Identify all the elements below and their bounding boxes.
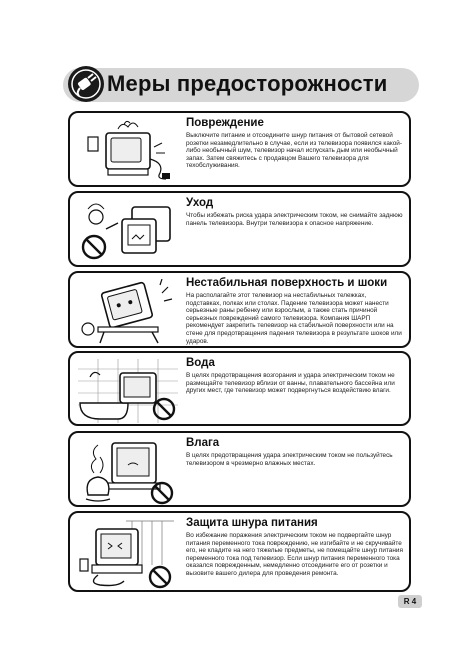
section-card-water (68, 351, 411, 426)
falling-tv-illustration (78, 279, 178, 350)
section-heading: Нестабильная поверхность и шоки (186, 277, 388, 289)
section-card-damage (68, 111, 411, 187)
section-heading: Уход (186, 197, 214, 209)
section-card-unstable-surface (68, 271, 411, 348)
section-body: Во избежание поражения электрическим током не подвергайте шнур питания переменного тока повреждению, не изгибайте и не скручивайте его, не кладите на него тяжелые предметы, не помещайте шнур питания переменного тока под телевизор. Если шнур питания переменного тока оказался поврежденным, немедленно отсоедините его от розетки и вызовите вашего дилера для проведения ремонта. (186, 532, 403, 577)
tv-near-bath-illustration (78, 359, 178, 428)
section-body: В целях предотвращения удара электрическим током не пользуйтесь телевизором в чрезмерно влажных местах. (186, 452, 393, 467)
section-card-power-cord (68, 511, 411, 592)
page-number-badge: R 4 (398, 595, 422, 608)
tv-with-kettle-illustration (78, 439, 178, 510)
section-heading: Вода (186, 357, 215, 369)
section-card-moisture (68, 431, 411, 507)
page-title: Меры предосторожности (107, 71, 388, 96)
section-heading: Влага (186, 437, 220, 449)
plug-icon (68, 66, 104, 102)
tv-back-panel-illustration (78, 199, 178, 268)
section-card-care (68, 191, 411, 267)
section-body: На располагайте этот телевизор на нестабильных тележках, подставках, полках или столах. Падение телевизора может нанести серьезные раны ребенку или взрослым, а также стать причиной серьезных повреждений самого телевизора. Компания ШАРП рекомендует закрепить телевизор на стабильной поверхности или на стене для предотвращения падения телевизора в результате шоков или ударов. (186, 292, 402, 345)
section-body: Чтобы избежать риска удара электрическим током, не снимайте заднюю панель телевизора. Внутри телевизора к опасное напряжение. (186, 212, 403, 227)
section-heading: Повреждение (186, 117, 264, 129)
tv-cord-protection-illustration (78, 519, 178, 594)
damaged-tv-illustration (78, 119, 178, 188)
section-body: Выключите питание и отсоедините шнур питания от бытовой сетевой розетки незамедлительно в случае, если из телевизора появился какой-либо необычный шум, телевизор начал испускать дым или необычный запах. Затем свяжитесь с продавцом Вашего телевизора для техобслуживания. (186, 132, 403, 170)
section-heading: Защита шнура питания (186, 517, 318, 529)
section-body: В целях предотвращения возгорания и удара электрическим током не размещайте телевизор вблизи от ванны, плавательного бассейна или других мест, где телевизор может подвергнуться воздействию влаги. (186, 372, 395, 395)
